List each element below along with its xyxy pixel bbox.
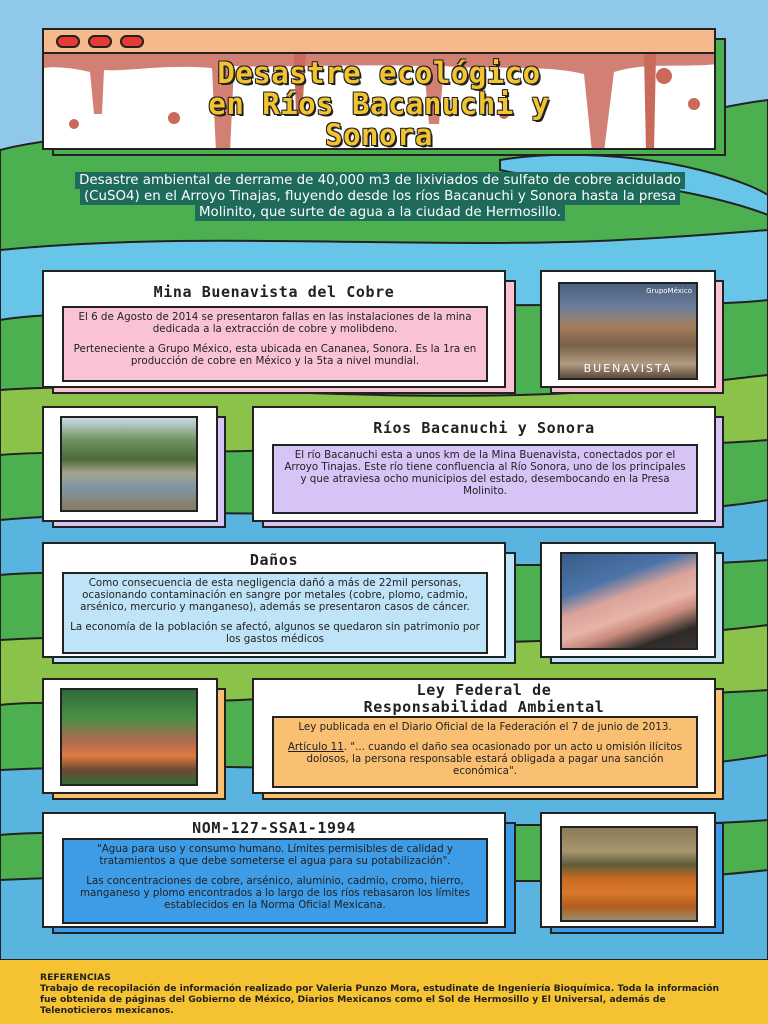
title-line: Desastre ecológico xyxy=(217,56,541,90)
rios-text-box xyxy=(272,444,698,514)
mine-photo xyxy=(558,282,698,380)
title-line: Sonora xyxy=(325,118,433,150)
references xyxy=(40,972,730,1016)
ley-title xyxy=(254,682,714,716)
river-photo xyxy=(60,416,198,512)
danos-paragraph: Como consecuencia de esta negligencia dañó a más de 22mil personas, ocasionando contaminación en sangre por metales (cobre, plomo, cadmio, arsénico, mercurio y manganeso), además se presentaron casos de cáncer. xyxy=(80,577,470,613)
nom-title: NOM-127-SSA1-1994 xyxy=(192,819,356,837)
mina-text-box xyxy=(62,306,488,382)
ley-card xyxy=(252,678,716,794)
ley-title-line: Ley Federal de xyxy=(416,681,552,699)
window-titlebar xyxy=(44,30,714,54)
hands-plant-photo xyxy=(60,688,198,786)
nom-paragraph: "Agua para uso y consumo humano. Límites permisibles de calidad y tratamientos a que debe someterse el agua para su potabilización". xyxy=(97,843,453,867)
title-window xyxy=(42,28,716,150)
references-text: Trabajo de recopilación de información realizado por Valeria Punzo Mora, estudinate de Ingeniería Bioquímica. Toda la información fue obtenida de páginas del Gobierno de México, Diarios Mexicanos como el Sol de Hermosillo y El Universal, además de Telenoticieros mexicanos. xyxy=(40,983,720,1016)
window-dot-icon xyxy=(88,35,112,48)
danos-paragraph: La economía de la población se afectó, algunos se quedaron sin patrimonio por los gastos médicos xyxy=(70,621,480,645)
contaminated-river-photo xyxy=(560,826,698,922)
injury-photo xyxy=(560,552,698,650)
ley-text-box xyxy=(272,716,698,788)
mina-paragraph: El 6 de Agosto de 2014 se presentaron fallas en las instalaciones de la mina dedicada a la extracción de cobre y molibdeno. xyxy=(78,311,472,335)
ley-article-text: . "... cuando el daño sea ocasionado por un acto u omisión ilícitos dolosos, la persona responsable estará obligada a pagar una sanción económica". xyxy=(306,741,683,777)
ley-paragraph: Ley publicada en el Diario Oficial de la Federación el 7 de junio de 2013. xyxy=(298,721,672,733)
ley-photo-card xyxy=(42,678,218,794)
nom-card xyxy=(42,812,506,928)
ley-article-label: Artículo 11 xyxy=(287,741,344,753)
window-dot-icon xyxy=(120,35,144,48)
window-dot-icon xyxy=(56,35,80,48)
mina-paragraph: Perteneciente a Grupo México, esta ubicada en Cananea, Sonora. Es la 1ra en producción de cobre en México y la 5ta a nivel mundial. xyxy=(73,343,477,367)
mina-photo-card xyxy=(540,270,716,388)
danos-photo-card xyxy=(540,542,716,658)
references-heading: REFERENCIAS xyxy=(40,972,111,983)
ley-title-line: Responsabilidad Ambiental xyxy=(363,698,605,716)
danos-text-box xyxy=(62,572,488,654)
rios-card xyxy=(252,406,716,522)
ley-article xyxy=(280,741,690,777)
photo-logo: GrupoMéxico xyxy=(646,287,692,295)
intro-highlight: Desastre ambiental de derrame de 40,000 m3 de lixiviados de sulfato de cobre acidulado (CuSO4) en el Arroyo Tinajas, fluyendo desde los ríos Bacanuchi y Sonora hasta la presa Molinito, que surte de agua a la ciudad de Hermosillo. xyxy=(75,172,685,221)
nom-text-box xyxy=(62,838,488,924)
danos-title: Daños xyxy=(249,551,299,569)
photo-caption: BUENAVISTA xyxy=(583,362,673,375)
mina-title: Mina Buenavista del Cobre xyxy=(153,283,395,301)
rios-title: Ríos Bacanuchi y Sonora xyxy=(373,419,595,437)
intro-text xyxy=(60,173,700,221)
mina-card xyxy=(42,270,506,388)
rios-photo-card xyxy=(42,406,218,522)
rios-paragraph: El río Bacanuchi esta a unos km de la Mina Buenavista, conectados por el Arroyo Tinajas. Este río tiene confluencia al Río Sonora, uno de los principales y que atraviesa ocho municipios del estado, desembocando en la Presa Molinito. xyxy=(284,449,686,497)
title-line: en Ríos Bacanuchi y xyxy=(208,87,550,121)
danos-card xyxy=(42,542,506,658)
page-title xyxy=(44,58,714,150)
nom-photo-card xyxy=(540,812,716,928)
nom-paragraph: Las concentraciones de cobre, arsénico, aluminio, cadmio, cromo, hierro, manganeso y plomo encontrados a lo largo de los ríos rebasaron los límites establecidos en la Norma Oficial Mexicana. xyxy=(79,875,471,911)
